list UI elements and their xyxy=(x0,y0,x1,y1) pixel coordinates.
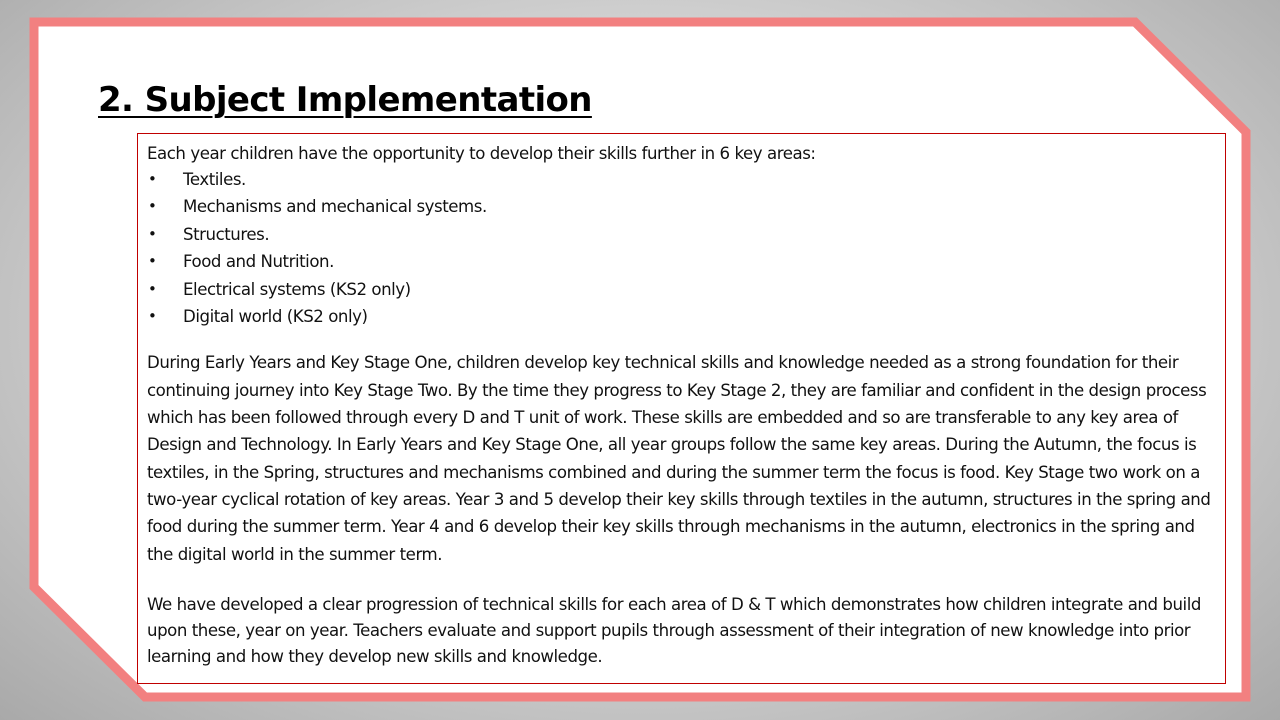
key-area-label: Food and Nutrition. xyxy=(183,252,334,272)
key-area-label: Mechanisms and mechanical systems. xyxy=(183,197,487,217)
key-areas-list xyxy=(147,166,1215,330)
bullet-icon: • xyxy=(148,224,157,243)
list-item xyxy=(147,303,1215,330)
list-item xyxy=(147,276,1215,303)
bullet-icon: • xyxy=(148,307,157,326)
list-item xyxy=(147,248,1215,275)
key-area-label: Structures. xyxy=(183,224,270,244)
progression-paragraph: We have developed a clear progression of technical skills for each area of D & T which demonstrates how children integrate and build upon these, year on year. Teachers evaluate and support pupils through assessment of their integration of new knowledge into prior learning and how they develop new skills and knowledge. xyxy=(147,594,1201,666)
bullet-icon: • xyxy=(148,279,157,298)
bullet-icon: • xyxy=(148,197,157,216)
key-stage-paragraph: During Early Years and Key Stage One, children develop key technical skills and knowledge needed as a strong foundation for their continuing journey into Key Stage Two. By the time they progress to Key Stage 2, they are familiar and confident in the design process which has been followed through every D and T unit of work. These skills are embedded and so are transferable to any key area of Design and Technology. In Early Years and Key Stage One, all year groups follow the same key areas. During the Autumn, the focus is textiles, in the Spring, structures and mechanisms combined and during the summer term the focus is food. Key Stage two work on a two-year cyclical rotation of key areas. Year 3 and 5 develop their key skills through textiles in the autumn, structures in the spring and food during the summer term. Year 4 and 6 develop their key skills through mechanisms in the autumn, electronics in the spring and the digital world in the summer term. xyxy=(147,353,1211,564)
bullet-icon: • xyxy=(148,170,157,188)
list-item xyxy=(147,221,1215,248)
page-title: 2. Subject Implementation xyxy=(98,80,592,120)
key-area-label: Electrical systems (KS2 only) xyxy=(183,279,411,299)
key-area-label: Digital world (KS2 only) xyxy=(183,307,368,327)
list-item xyxy=(147,166,1215,193)
list-item xyxy=(147,193,1215,220)
key-area-label: Textiles. xyxy=(183,170,246,189)
content-box xyxy=(137,133,1226,684)
bullet-icon: • xyxy=(148,252,157,271)
intro-text: Each year children have the opportunity to develop their skills further in 6 key areas: xyxy=(147,144,816,163)
